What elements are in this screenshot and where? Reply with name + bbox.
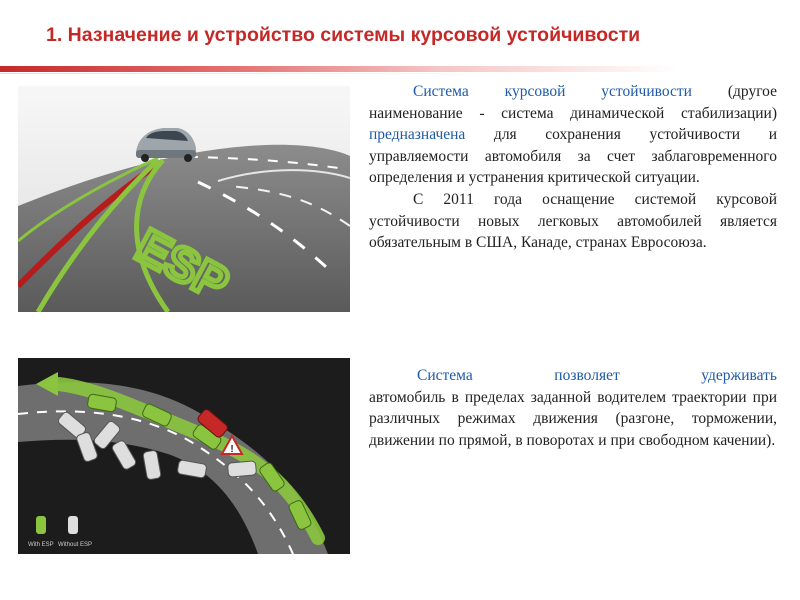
function-paragraph: автомобиль в пределах заданной водителем траектории при различных режимах движения (разгоне, торможении, движении по прямой, в поворотах и при свободном качении). (369, 388, 777, 449)
legend-white-car-icon (68, 516, 78, 534)
legend-without-esp: Without ESP (58, 542, 93, 548)
title-underline (0, 66, 800, 72)
esp-road-illustration (18, 86, 350, 312)
esp-trajectory-illustration (18, 358, 350, 554)
legend-with-esp: With ESP (28, 542, 54, 548)
term-highlight: Система курсовой устойчивости (413, 83, 692, 100)
definition-text-block (369, 81, 777, 254)
definition-paragraph: Система курсовой устойчивости (другое наименование - система динамической стабилизации) предназначена для сохранения устойчивости и управляемости автомобиля за счет заблаговременного определения и устранения критической ситуации. (369, 83, 777, 187)
slide-title: 1. Назначение и устройство системы курсовой устойчивости (46, 24, 641, 46)
function-lead-line: Система позволяет удерживать (417, 367, 777, 384)
regulation-paragraph: С 2011 года оснащение системой курсовой устойчивости новых легковых автомобилей является обязательным в США, Канаде, странах Евросоюза. (369, 190, 777, 252)
esp-road-marking: ESP (127, 219, 237, 312)
function-text-block (369, 365, 777, 451)
svg-text:!: ! (230, 444, 234, 455)
purpose-highlight: предназначена (369, 126, 466, 144)
legend-green-car-icon (36, 516, 46, 534)
